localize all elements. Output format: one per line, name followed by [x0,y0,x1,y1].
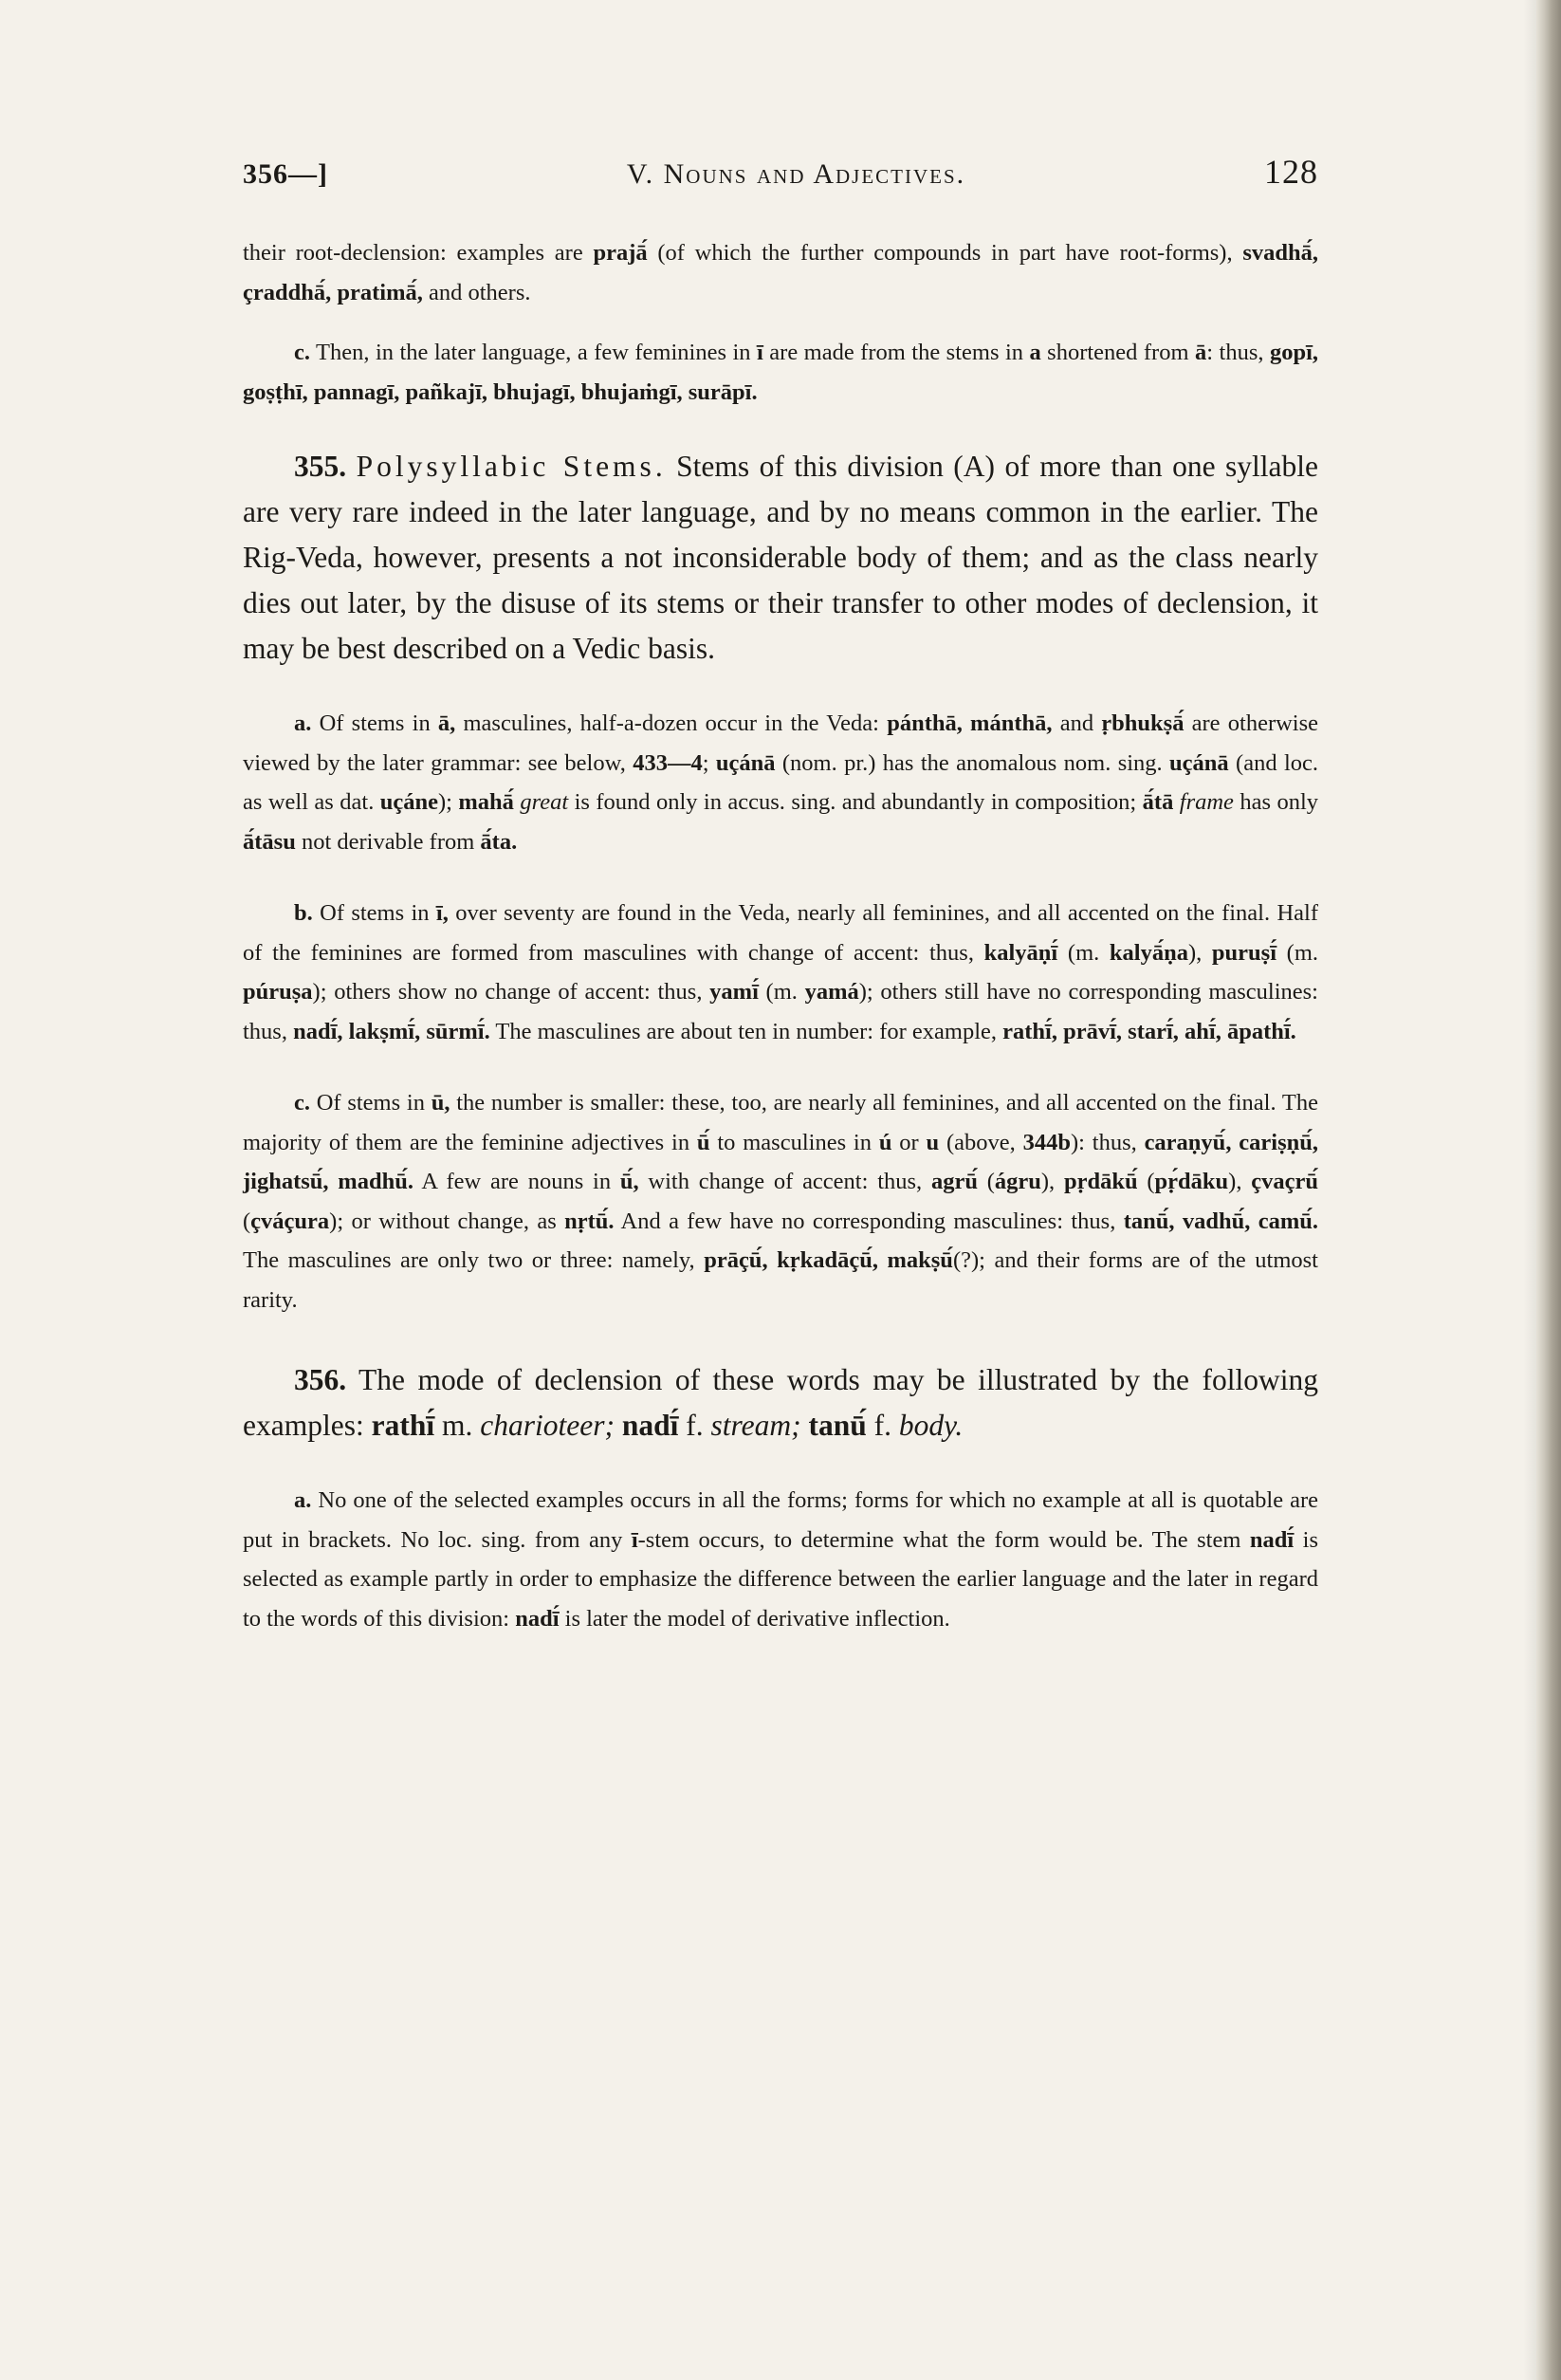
text: The masculines are about ten in number: for example, [489,1018,1003,1044]
sanskrit-word: prajā́ [593,240,648,266]
sanskrit-word: gopī, goṣṭhī, pannagī, pañkajī, bhujagī, bhujaṁgī, surāpī. [243,340,1319,405]
text: A few are nouns in [413,1169,620,1194]
text: f. [678,1409,711,1442]
sanskrit-word: rathī́ [371,1409,435,1442]
sanskrit-word: ú [878,1129,892,1155]
text: ( [977,1169,995,1194]
text: over seventy are found in the Veda, nearly all feminines, and all accented on the final. Half of the feminines are formed from masculines with change of accent: thus, [243,900,1318,966]
sanskrit-word: pánthā, mánthā, [887,710,1053,736]
sanskrit-word: uçánā [715,749,776,776]
text: No one of the selected examples occurs in all the forms; forms for which no example at all is quotable are put in brackets. No loc. sing. from any [243,1487,1318,1553]
text: and [1052,710,1102,736]
text: not derivable from [295,828,481,855]
text: is later the model of derivative inflection. [559,1605,950,1632]
text: (of which the further compounds in part have root-forms), [647,240,1243,266]
page-edge-shadow [1523,0,1536,2380]
text: (m. [758,979,805,1005]
sanskrit-word: ā́ta. [480,828,518,855]
sanskrit-word: puruṣī́ [1211,939,1277,966]
sanskrit-word: tanū́, vadhū́, camū́. [1123,1208,1318,1234]
section-number: 355. [294,450,347,483]
text: ); others show no change of accent: thus, [312,979,710,1005]
sanskrit-word: kalyāṇī́ [983,939,1058,966]
text: Of stems in [310,1090,432,1116]
section-number: 356. [294,1363,347,1396]
text: with change of accent: thus, [638,1169,931,1194]
sanskrit-word: ū, [431,1090,450,1116]
text: ( [1137,1169,1155,1194]
text: ), [1228,1169,1252,1194]
text: : thus, [1206,340,1270,365]
sanskrit-word: ī [757,340,763,365]
text: ), [1040,1169,1064,1194]
text: Of stems in [311,710,438,736]
text: masculines, half-a-dozen occur in the Veda: [455,710,888,736]
text: the number is smaller: these, too, are nearly all feminines, and all accented on the final. The majority of them are the feminine adjectives in [243,1090,1318,1155]
text-block [243,152,1318,1638]
sanskrit-word: çvaçrū́ [1251,1169,1318,1194]
section-heading: Polysyllabic Stems. [356,450,667,483]
text: are made from the stems in [762,340,1030,365]
paragraph-356a [243,1481,1318,1638]
text: ), [1187,939,1212,966]
gloss: body. [898,1409,964,1442]
sanskrit-word: yamá [804,979,859,1005]
text: (m. [1057,939,1110,966]
text: is selected as example partly in order to emphasize the difference between the earlier language and the later in regard to the words of this division: [243,1526,1319,1632]
text: Of stems in [312,900,436,926]
text: And a few have no corresponding masculines: thus, [614,1208,1124,1234]
text: -stem occurs, to determine what the form would be. The stem [637,1526,1250,1553]
text: is found only in accus. sing. and abundantly in composition; [568,789,1143,815]
sanskrit-word: a [1029,340,1041,365]
paragraph-label: a. [294,710,312,736]
sanskrit-word: ī, [435,900,449,926]
text: (above, [939,1129,1023,1155]
sanskrit-word: púruṣa [243,979,313,1005]
cross-reference: 433—4 [633,749,703,776]
gloss: frame [1173,789,1234,815]
text: to masculines in [709,1129,879,1155]
paragraph-355b [243,894,1318,1051]
text: The mode of declension of these words may be illustrated by the following examples: [243,1363,1318,1442]
sanskrit-word: yamī́ [709,979,759,1005]
paragraph-354c [243,333,1318,412]
sanskrit-word: nṛtū́. [564,1208,615,1234]
paragraph-355a [243,704,1318,861]
sanskrit-word: pṛ́dāku [1154,1169,1229,1194]
sanskrit-word: ā, [437,710,456,736]
text: (?); and their forms are of the utmost rarity. [243,1247,1318,1313]
paragraph-355 [243,444,1318,672]
sanskrit-word: kalyā́ṇa [1109,939,1188,966]
text: The masculines are only two or three: namely, [243,1247,705,1273]
gloss: charioteer; [480,1409,615,1442]
text: are otherwise viewed by the later grammar: see below, [243,710,1319,776]
sanskrit-word: pṛdākū́ [1063,1169,1138,1194]
running-head [243,152,1318,192]
gloss: great [513,789,569,815]
paragraph-label: a. [294,1487,312,1513]
cross-reference: 344b [1022,1129,1071,1155]
sanskrit-word: uçáne [379,789,438,815]
text: ); [438,789,459,815]
paragraph-356 [243,1357,1318,1448]
text [615,1409,622,1442]
sanskrit-word: ū́, [619,1169,639,1194]
sanskrit-word: caraṇyū́, cariṣṇū́, jighatsū́, madhū́. [243,1129,1318,1194]
page-edge [1536,0,1561,2380]
sanskrit-word: ī [631,1526,638,1553]
text: and others. [422,279,531,305]
sanskrit-word: mahā́ [458,789,514,815]
sanskrit-word: tanū́ [808,1409,867,1442]
sanskrit-word: nadī́ [1249,1526,1295,1553]
text: ( [243,1208,251,1234]
text: has only [1233,789,1318,815]
text: ); or without change, as [329,1208,565,1234]
paragraph-355c [243,1083,1318,1319]
sanskrit-word: nadī́ [515,1605,560,1632]
text: ); others still have no corresponding masculines: thus, [243,979,1318,1044]
sanskrit-word: ā [1195,340,1207,365]
sanskrit-word: ā́tā [1142,789,1174,815]
text: ): thus, [1070,1129,1145,1155]
paragraph-label: c. [294,340,310,365]
text: shortened from [1040,340,1195,365]
text: m. [434,1409,481,1442]
text: Stems of this division (A) of more than one syllable are very rare indeed in the later language, and by no means common in the earlier. The Rig-Veda, however, presents a not inconsiderable body of them; and as the class nearly dies out later, by the disuse of its stems or their transfer to other modes of declension, it may be best described on a Vedic basis. [243,450,1318,665]
sanskrit-word: svadhā́, çraddhā́, pratimā́, [243,240,1318,305]
text: Then, in the later language, a few feminines in [310,340,758,365]
page-number: 128 [1264,153,1318,191]
sanskrit-word: prāçū́, kṛkadāçū́, makṣū́ [704,1247,953,1273]
sanskrit-word: u [926,1129,940,1155]
text: or [891,1129,927,1155]
sanskrit-word: nadī́, lakṣmī́, sūrmī́. [293,1018,490,1044]
text: f. [866,1409,899,1442]
paragraph-label: b. [294,900,313,926]
text: ; [702,749,716,776]
paragraph-intro [243,233,1318,312]
chapter-title: V. Nouns and Adjectives. [626,158,966,190]
sanskrit-word: ṛbhukṣā́ [1101,710,1185,736]
text: their root-declension: examples are [243,240,594,266]
text: (m. [1276,939,1319,966]
sanskrit-word: ā́tāsu [243,828,296,855]
sanskrit-word: rathī́, prāvī́, starī́, ahī́, āpathī́. [1002,1018,1296,1044]
sanskrit-word: çváçura [250,1208,330,1234]
text: (nom. pr.) has the anomalous nom. sing. [775,749,1170,776]
sanskrit-word: agrū́ [930,1169,978,1194]
paragraph-label: c. [294,1090,310,1116]
section-reference: 356—] [243,158,328,190]
sanskrit-word: nadī́ [621,1409,679,1442]
sanskrit-word: ū́ [696,1129,710,1155]
gloss: stream; [710,1409,801,1442]
sanskrit-word: uçánā [1169,749,1229,776]
sanskrit-word: ágru [994,1169,1041,1194]
text: (and loc. as well as dat. [243,749,1318,815]
